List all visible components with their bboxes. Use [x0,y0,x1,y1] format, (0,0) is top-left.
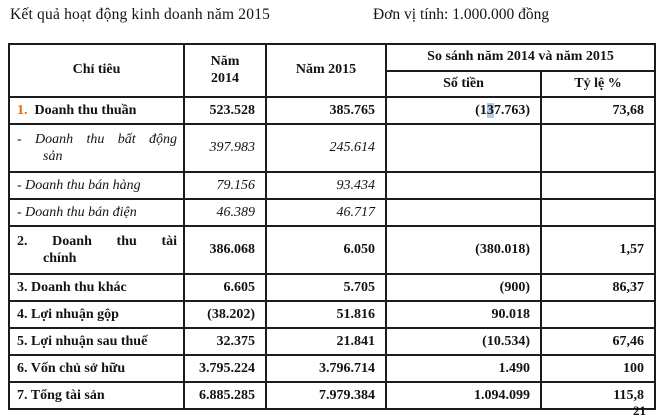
amount-suffix: 7.763) [493,102,530,118]
cell-label [9,97,184,124]
cell-percent [541,199,655,226]
row-label: Doanh thu thuần [34,102,137,118]
row-number: 1. [17,102,28,118]
table-row-sales-revenue [9,172,655,199]
cell-label: - Doanh thu bán điện [9,199,184,226]
cell-amount: (10.534) [386,328,541,355]
cell-2014: 3.795.224 [184,355,266,382]
header-amount: Số tiền [386,71,541,97]
cell-2015: 6.050 [266,226,386,274]
table-row-financial-revenue [9,226,655,274]
cell-amount: (900) [386,274,541,301]
cell-percent: 73,68 [541,97,655,124]
cell-2014: 6.885.285 [184,382,266,409]
cell-label [9,124,184,172]
row-label-line2: chính [43,251,77,266]
cell-2015: 51.816 [266,301,386,328]
cell-percent [541,172,655,199]
cell-amount: 90.018 [386,301,541,328]
cell-amount [386,172,541,199]
cell-percent: 67,46 [541,328,655,355]
cell-percent [541,124,655,172]
cell-2014: 386.068 [184,226,266,274]
header-year-2014-line2: 2014 [211,70,239,86]
cell-amount: 1.094.099 [386,382,541,409]
cell-label: 6. Vốn chủ sở hữu [9,355,184,382]
table-row-real-estate-revenue [9,124,655,172]
unit-label: Đơn vị tính: 1.000.000 đồng [373,6,550,23]
cell-amount [386,97,541,124]
page-number-partial: 21 [633,403,646,418]
cell-2014: 523.528 [184,97,266,124]
cell-2014: 397.983 [184,124,266,172]
header-row-1 [9,44,655,71]
cell-percent: 115,8 [541,382,655,409]
highlighted-digit: 3 [486,102,494,118]
cell-2014: 79.156 [184,172,266,199]
cell-amount: (380.018) [386,226,541,274]
row-label-line2: sản [43,149,63,164]
cell-2014: 46.389 [184,199,266,226]
cell-2015: 245.614 [266,124,386,172]
row-label-line1: 2. Doanh thu tài [17,233,177,249]
table-row-profit-after-tax [9,328,655,355]
table-row-electricity-revenue [9,199,655,226]
cell-label: - Doanh thu bán hàng [9,172,184,199]
cell-2015: 5.705 [266,274,386,301]
header-year-2015: Năm 2015 [266,44,386,97]
cell-2015: 21.841 [266,328,386,355]
cell-percent: 86,37 [541,274,655,301]
cell-2015: 46.717 [266,199,386,226]
cell-2014: (38.202) [184,301,266,328]
page-title: Kết quả hoạt động kinh doanh năm 2015 [10,6,271,23]
table-row-other-revenue [9,274,655,301]
table-row-owner-equity [9,355,655,382]
header-year-2014-line1: Năm [210,54,240,70]
table-row-gross-profit [9,301,655,328]
cell-label: 7. Tổng tài sản [9,382,184,409]
cell-amount [386,124,541,172]
header-percent: Tỷ lệ % [541,71,655,97]
header-criteria: Chỉ tiêu [9,44,184,97]
cell-percent [541,301,655,328]
cell-2015: 385.765 [266,97,386,124]
cell-percent: 1,57 [541,226,655,274]
amount-prefix: (1 [475,102,487,118]
cell-label: 4. Lợi nhuận gộp [9,301,184,328]
cell-label: 3. Doanh thu khác [9,274,184,301]
cell-label [9,226,184,274]
business-results-table [8,43,656,410]
cell-2015: 93.434 [266,172,386,199]
cell-amount [386,199,541,226]
table-row-total-assets [9,382,655,409]
header-comparison: So sánh năm 2014 và năm 2015 [386,44,655,71]
cell-2015: 7.979.384 [266,382,386,409]
cell-percent: 100 [541,355,655,382]
cell-2014: 32.375 [184,328,266,355]
table-row-net-revenue [9,97,655,124]
cell-amount: 1.490 [386,355,541,382]
header-year-2014 [184,44,266,97]
cell-2014: 6.605 [184,274,266,301]
cell-label: 5. Lợi nhuận sau thuế [9,328,184,355]
cell-2015: 3.796.714 [266,355,386,382]
row-label-line1: - Doanh thu bất động [17,131,177,147]
